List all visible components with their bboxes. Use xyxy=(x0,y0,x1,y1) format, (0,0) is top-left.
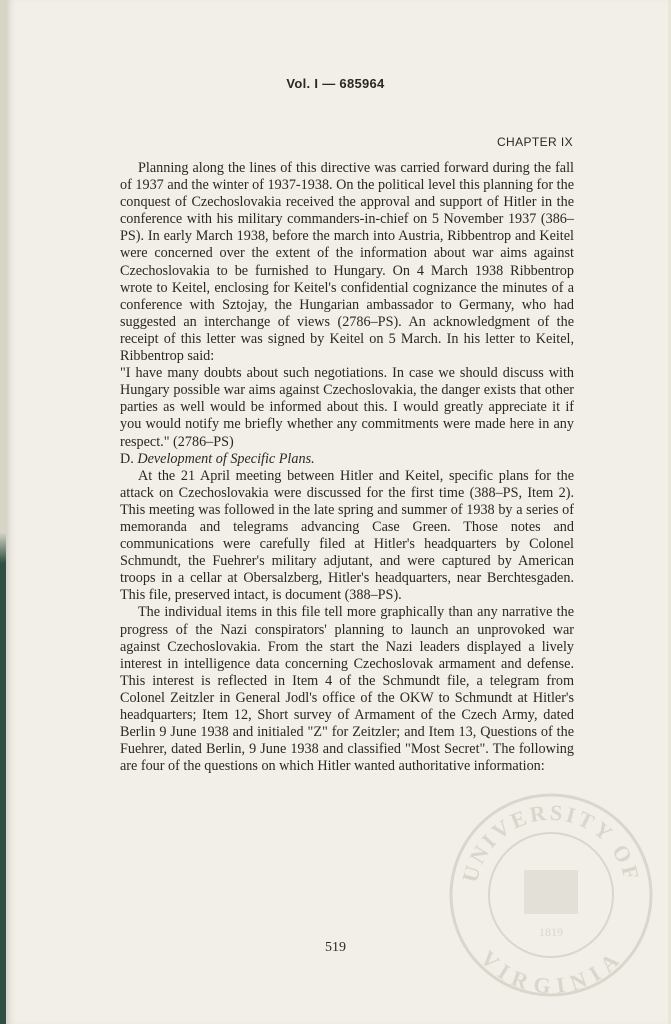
section-heading xyxy=(120,451,574,468)
page-number: 519 xyxy=(325,940,346,955)
svg-text:VIRGINIA xyxy=(476,945,627,998)
university-seal-watermark xyxy=(446,790,656,1000)
body-text xyxy=(120,160,574,775)
paragraph-planning: Planning along the lines of this directive was carried forward during the fall of 1937 and the winter of 1937-1938. On the political level this planning for the conquest of Czechoslovakia received the approval and support of Hitler in the conference with his military commanders-in-chief on 5 November 1937 (386–PS). In early March 1938, before the march into Austria, Ribbentrop and Keitel were concerned over the extent of the information about war aims against Czechoslovakia to be furnished to Hungary. On 4 March 1938 Ribbentrop wrote to Keitel, enclosing for Keitel's confidential cognizance the minutes of a conference with Sztojay, the Hungarian ambassador to Germany, who had suggested an interchange of views (2786–PS). An acknowledgment of the receipt of this letter was signed by Keitel on 5 March. In his letter to Keitel, Ribbentrop said: xyxy=(120,160,574,365)
section-title: Development of Specific Plans. xyxy=(137,450,315,467)
seal-top-text: UNIVERSITY OF xyxy=(457,799,645,885)
ribbentrop-quote: "I have many doubts about such negotiations. In case we should discuss with Hungary possible war aims against Czechoslovakia, the danger exists that other parties as well would be informed about this. I would greatly appreciate it if you would notify me briefly whether any commitments were made here in any respect." (2786–PS) xyxy=(120,365,574,450)
seal-year: 1819 xyxy=(539,925,563,939)
section-letter: D. xyxy=(120,450,134,467)
paragraph-schmundt-file: The individual items in this file tell more graphically than any narrative the progress of the Nazi conspirators' planning to launch an unprovoked war against Czechoslovakia. From the start the Nazi leaders displayed a lively interest in intelligence data concerning Czechoslovak armament and defense. This interest is reflected in Item 4 of the Schmundt file, a telegram from Colonel Zeitzler in General Jodl's office of the OKW to Schmundt at Hitler's headquarters; Item 12, Short survey of Armament of the Czech Army, dated Berlin 9 June 1938 and initialed "Z" for Zeitzler; and Item 13, Questions of the Fuehrer, dated Berlin, 9 June 1938 and classified "Most Secret". The following are four of the questions on which Hitler wanted authoritative information: xyxy=(120,604,574,775)
running-head: Vol. I — 685964 xyxy=(286,76,385,91)
seal-bottom-text: VIRGINIA xyxy=(475,945,627,999)
paragraph-specific-plans: At the 21 April meeting between Hitler and Keitel, specific plans for the attack on Czechoslovakia were discussed for the first time (388–PS, Item 2). This meeting was followed in the late spring and summer of 1938 by a series of memoranda and telegrams advancing Case Green. Those notes and communications were carefully filed at Hitler's headquarters by Colonel Schmundt, the Fuehrer's military adjutant, and were captured by American troops in a cellar at Obersalzberg, Hitler's headquarters, near Berchtesgaden. This file, preserved intact, is document (388–PS). xyxy=(120,467,574,604)
chapter-label: CHAPTER IX xyxy=(496,135,573,149)
